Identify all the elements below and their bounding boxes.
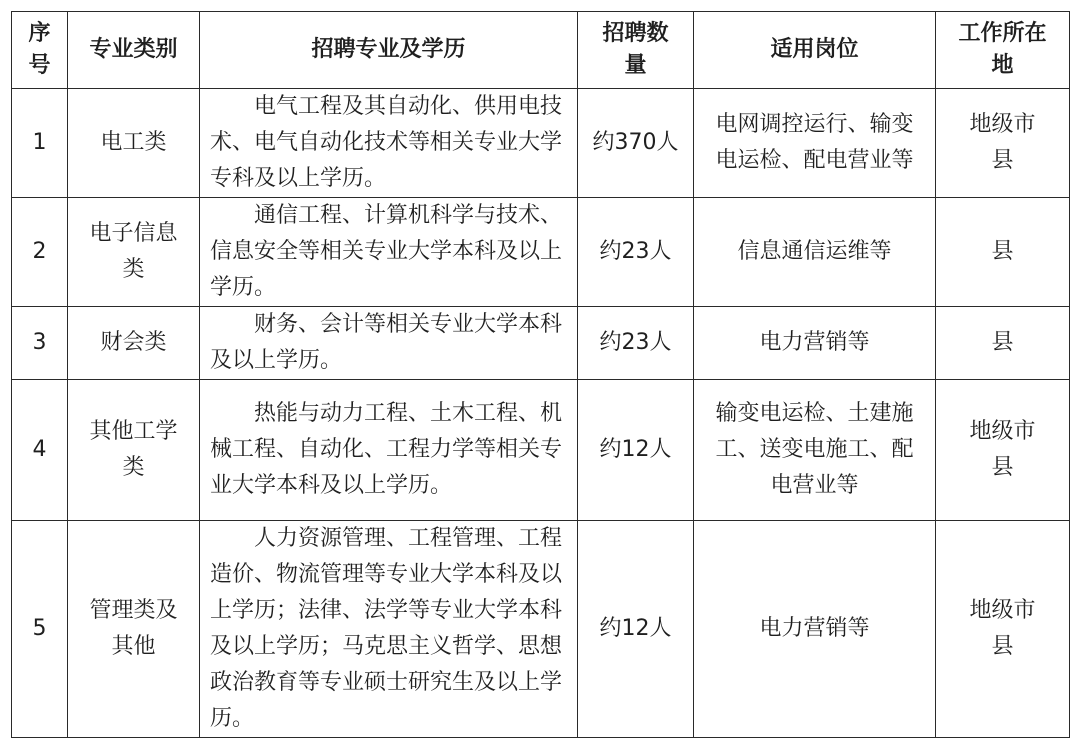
table-row [12, 521, 1070, 738]
cell-count: 约12人 [578, 521, 694, 738]
cell-seq: 1 [12, 89, 68, 198]
table-row [12, 89, 1070, 198]
cell-category: 财会类 [68, 307, 200, 380]
cell-major: 人力资源管理、工程管理、工程造价、物流管理等专业大学本科及以上学历；法律、法学等专业大学本科及以上学历；马克思主义哲学、思想政治教育等专业硕士研究生及以上学历。 [200, 521, 578, 738]
cell-position: 电网调控运行、输变电运检、配电营业等 [694, 89, 936, 198]
cell-count: 约370人 [578, 89, 694, 198]
cell-count: 约23人 [578, 307, 694, 380]
header-count: 招聘数量 [578, 12, 694, 89]
cell-seq: 5 [12, 521, 68, 738]
recruitment-table-container [11, 11, 1070, 738]
table-row [12, 380, 1070, 521]
header-location: 工作所在地 [936, 12, 1070, 89]
cell-location: 地级市县 [936, 89, 1070, 198]
cell-position: 电力营销等 [694, 307, 936, 380]
cell-category: 其他工学类 [68, 380, 200, 521]
table-row [12, 307, 1070, 380]
cell-position: 输变电运检、土建施工、送变电施工、配电营业等 [694, 380, 936, 521]
cell-category: 电子信息类 [68, 198, 200, 307]
cell-location: 地级市县 [936, 380, 1070, 521]
cell-category: 电工类 [68, 89, 200, 198]
table-body [12, 89, 1070, 738]
header-category: 专业类别 [68, 12, 200, 89]
cell-position: 信息通信运维等 [694, 198, 936, 307]
cell-major: 通信工程、计算机科学与技术、信息安全等相关专业大学本科及以上学历。 [200, 198, 578, 307]
cell-location: 地级市县 [936, 521, 1070, 738]
cell-major: 财务、会计等相关专业大学本科及以上学历。 [200, 307, 578, 380]
cell-count: 约23人 [578, 198, 694, 307]
header-major: 招聘专业及学历 [200, 12, 578, 89]
header-position: 适用岗位 [694, 12, 936, 89]
table-row [12, 198, 1070, 307]
cell-count: 约12人 [578, 380, 694, 521]
cell-category: 管理类及其他 [68, 521, 200, 738]
header-seq: 序号 [12, 12, 68, 89]
cell-major: 电气工程及其自动化、供用电技术、电气自动化技术等相关专业大学专科及以上学历。 [200, 89, 578, 198]
cell-seq: 4 [12, 380, 68, 521]
header-row [12, 12, 1070, 89]
cell-seq: 3 [12, 307, 68, 380]
table-header [12, 12, 1070, 89]
cell-location: 县 [936, 198, 1070, 307]
recruitment-table [11, 11, 1070, 738]
cell-seq: 2 [12, 198, 68, 307]
cell-major: 热能与动力工程、土木工程、机械工程、自动化、工程力学等相关专业大学本科及以上学历。 [200, 380, 578, 521]
cell-position: 电力营销等 [694, 521, 936, 738]
cell-location: 县 [936, 307, 1070, 380]
